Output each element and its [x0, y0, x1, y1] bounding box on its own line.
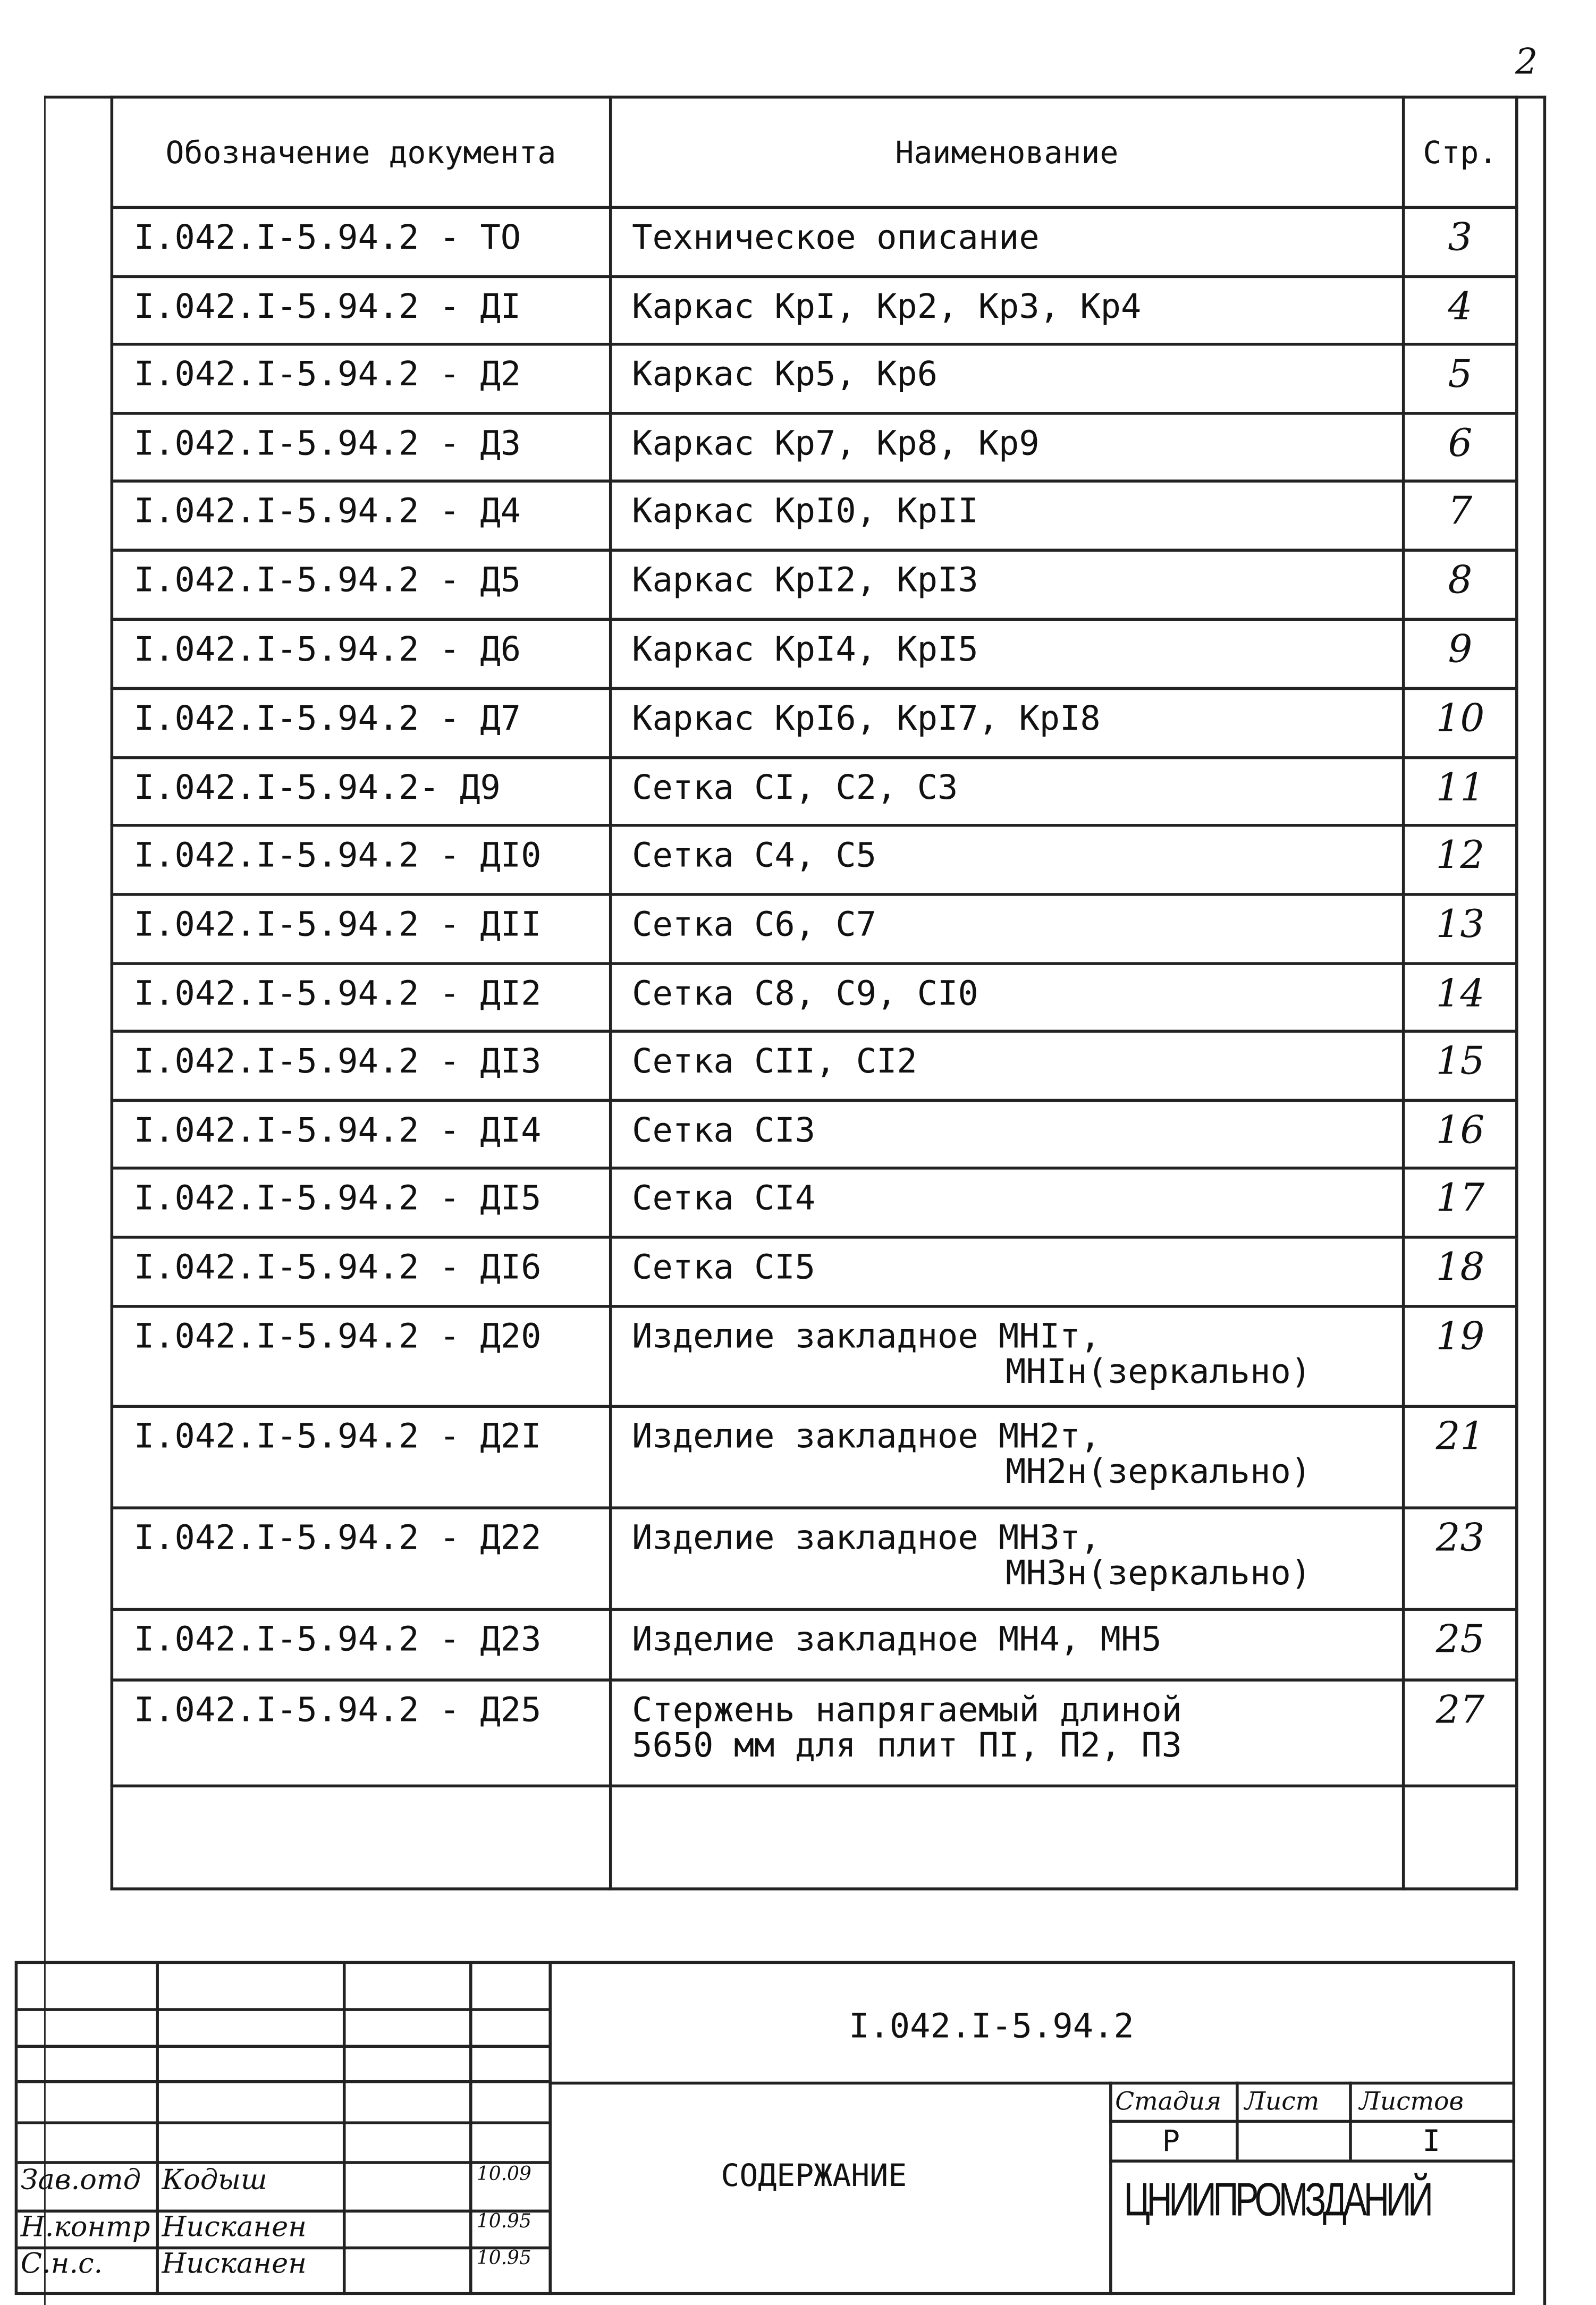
signer-name: Нисканен	[162, 2248, 307, 2281]
page-number-cell: 13	[1404, 894, 1517, 964]
doc-code: I.042.I-5.94.2 - ДI5	[112, 1168, 610, 1237]
sheets-label: Листов	[1359, 2087, 1464, 2117]
doc-code: I.042.I-5.94.2 - ДI3	[112, 1031, 610, 1100]
doc-name	[610, 1031, 1404, 1100]
doc-name	[610, 550, 1404, 619]
table-row	[112, 550, 1516, 619]
doc-name	[610, 413, 1404, 481]
table-header	[112, 97, 1516, 208]
doc-name	[610, 1237, 1404, 1306]
doc-name-line: Каркас Кр5, Кр6	[632, 356, 938, 394]
doc-name	[610, 1609, 1404, 1680]
doc-name	[610, 1406, 1404, 1508]
page-number-cell: 23	[1404, 1508, 1517, 1609]
header-name: Наименование	[610, 97, 1404, 208]
doc-name-line: Стержень напрягаемый длиной	[632, 1692, 1183, 1730]
table-row	[112, 1306, 1516, 1406]
doc-name-line: Каркас Кр7, Кр8, Кр9	[632, 425, 1040, 463]
doc-name-line: Техническое описание	[632, 219, 1040, 258]
doc-name-line: Сетка СI3	[632, 1112, 816, 1151]
stage-label: Стадия	[1115, 2087, 1222, 2117]
page-number: 2	[1515, 41, 1538, 83]
doc-name-line: Каркас КрI0, КрII	[632, 493, 978, 531]
page-number-cell: 8	[1404, 550, 1517, 619]
table-row	[112, 1031, 1516, 1100]
empty-cell	[1404, 1786, 1517, 1889]
doc-code: I.042.I-5.94.2 - ДI0	[112, 825, 610, 894]
doc-code: I.042.I-5.94.2 - Д6	[112, 619, 610, 688]
signer-name: Кодыш	[162, 2164, 267, 2197]
doc-name-line: Каркас КрI2, КрI3	[632, 562, 978, 601]
page-number-cell: 6	[1404, 413, 1517, 481]
doc-name-line: Сетка СI5	[632, 1249, 816, 1287]
doc-name-line: Каркас КрI, Кр2, Кр3, Кр4	[632, 288, 1142, 327]
table-row	[112, 481, 1516, 550]
doc-code: I.042.I-5.94.2 - Д22	[112, 1508, 610, 1609]
signer-date: 10.95	[476, 2211, 531, 2233]
doc-name	[610, 344, 1404, 413]
page-number-cell: 14	[1404, 964, 1517, 1031]
doc-name-line: МНIн(зеркально)	[1006, 1353, 1312, 1392]
doc-code: I.042.I-5.94.2 - ДI2	[112, 964, 610, 1031]
table-row	[112, 207, 1516, 276]
empty-cell	[610, 1786, 1404, 1889]
contents-table	[111, 96, 1518, 1890]
table-row	[112, 619, 1516, 688]
table-row	[112, 1406, 1516, 1508]
doc-name-line: Сетка СI4	[632, 1179, 816, 1218]
page-number-cell: 19	[1404, 1306, 1517, 1406]
page-number-cell: 4	[1404, 276, 1517, 344]
doc-name	[610, 1508, 1404, 1609]
page-number-cell: 3	[1404, 207, 1517, 276]
doc-code: I.042.I-5.94.2- Д9	[112, 758, 610, 825]
doc-name	[610, 1306, 1404, 1406]
doc-name-line: Изделие закладное МН3т,	[632, 1519, 1101, 1558]
doc-name	[610, 758, 1404, 825]
doc-code: I.042.I-5.94.2	[849, 2008, 1134, 2047]
page-number-cell: 17	[1404, 1168, 1517, 1237]
table-row	[112, 964, 1516, 1031]
organization: ЦНИИПРОМЗДАНИЙ	[1124, 2173, 1430, 2226]
page-number-cell: 25	[1404, 1609, 1517, 1680]
signer-role: Н.контр	[20, 2211, 150, 2244]
table-row	[112, 1100, 1516, 1168]
doc-name	[610, 688, 1404, 757]
sheets-value: I	[1422, 2123, 1441, 2158]
table-row	[112, 894, 1516, 964]
doc-name-line: МН3н(зеркально)	[1006, 1555, 1312, 1593]
table-row	[112, 1609, 1516, 1680]
doc-name	[610, 207, 1404, 276]
signer-role: С.н.с.	[20, 2248, 103, 2281]
doc-name	[610, 481, 1404, 550]
doc-name-line: Изделие закладное МН2т,	[632, 1418, 1101, 1457]
doc-code: I.042.I-5.94.2 - Д25	[112, 1680, 610, 1786]
page-number-cell: 21	[1404, 1406, 1517, 1508]
table-row	[112, 825, 1516, 894]
doc-code: I.042.I-5.94.2 - Д20	[112, 1306, 610, 1406]
page-number-cell: 9	[1404, 619, 1517, 688]
doc-code: I.042.I-5.94.2 - Д5	[112, 550, 610, 619]
doc-name-line: Сетка СII, СI2	[632, 1043, 917, 1082]
empty-cell	[112, 1786, 610, 1889]
table-row	[112, 1237, 1516, 1306]
signer-date: 10.09	[476, 2164, 531, 2186]
doc-code: I.042.I-5.94.2 - Д4	[112, 481, 610, 550]
sheet-label: Лист	[1244, 2087, 1320, 2117]
page-number-cell: 12	[1404, 825, 1517, 894]
doc-name	[610, 276, 1404, 344]
doc-name	[610, 964, 1404, 1031]
doc-name-line: Сетка С4, С5	[632, 837, 877, 875]
signer-name: Нисканен	[162, 2211, 307, 2244]
signer-role: Зав.отд	[20, 2164, 141, 2197]
doc-name-line: Каркас КрI4, КрI5	[632, 631, 978, 670]
doc-code: I.042.I-5.94.2 - ДII	[112, 894, 610, 964]
doc-code: I.042.I-5.94.2 - Д23	[112, 1609, 610, 1680]
doc-name-line: МН2н(зеркально)	[1006, 1453, 1312, 1492]
doc-name-line: Изделие закладное МНIт,	[632, 1318, 1101, 1357]
table-row	[112, 276, 1516, 344]
doc-name-line: Сетка С8, С9, СI0	[632, 975, 978, 1014]
header-page: Стр.	[1404, 97, 1517, 208]
doc-code: I.042.I-5.94.2 - Д2	[112, 344, 610, 413]
page-number-cell: 10	[1404, 688, 1517, 757]
doc-code: I.042.I-5.94.2 - Д2I	[112, 1406, 610, 1508]
page-number-cell: 11	[1404, 758, 1517, 825]
doc-name-line: 5650 мм для плит ПI, П2, П3	[632, 1727, 1183, 1766]
doc-name-line: Сетка СI, С2, С3	[632, 769, 958, 808]
table-row	[112, 688, 1516, 757]
table-row	[112, 758, 1516, 825]
doc-name	[610, 825, 1404, 894]
table-row	[112, 1680, 1516, 1786]
doc-code: I.042.I-5.94.2 - Д7	[112, 688, 610, 757]
page-number-cell: 16	[1404, 1100, 1517, 1168]
doc-name	[610, 619, 1404, 688]
doc-name-line: Сетка С6, С7	[632, 906, 877, 945]
table-row	[112, 413, 1516, 481]
doc-code: I.042.I-5.94.2 - ТО	[112, 207, 610, 276]
table-row	[112, 344, 1516, 413]
empty-row	[112, 1786, 1516, 1889]
page-number-cell: 7	[1404, 481, 1517, 550]
page-number-cell: 15	[1404, 1031, 1517, 1100]
page-number-cell: 27	[1404, 1680, 1517, 1786]
header-designation: Обозначение документа	[112, 97, 610, 208]
table-row	[112, 1508, 1516, 1609]
sheet-title: СОДЕРЖАНИЕ	[721, 2158, 907, 2194]
stage-value: Р	[1162, 2123, 1180, 2158]
title-block	[15, 1961, 1515, 2295]
page-number-cell: 18	[1404, 1237, 1517, 1306]
doc-name-line: Каркас КрI6, КрI7, КрI8	[632, 700, 1101, 739]
doc-code: I.042.I-5.94.2 - Д3	[112, 413, 610, 481]
signer-date: 10.95	[476, 2248, 531, 2270]
page-number-cell: 5	[1404, 344, 1517, 413]
table-row	[112, 1168, 1516, 1237]
doc-code: I.042.I-5.94.2 - ДI6	[112, 1237, 610, 1306]
doc-code: I.042.I-5.94.2 - ДI4	[112, 1100, 610, 1168]
doc-name	[610, 1168, 1404, 1237]
doc-name-line: Изделие закладное МН4, МН5	[632, 1621, 1162, 1660]
doc-name	[610, 1680, 1404, 1786]
doc-name	[610, 894, 1404, 964]
doc-code: I.042.I-5.94.2 - ДI	[112, 276, 610, 344]
doc-name	[610, 1100, 1404, 1168]
